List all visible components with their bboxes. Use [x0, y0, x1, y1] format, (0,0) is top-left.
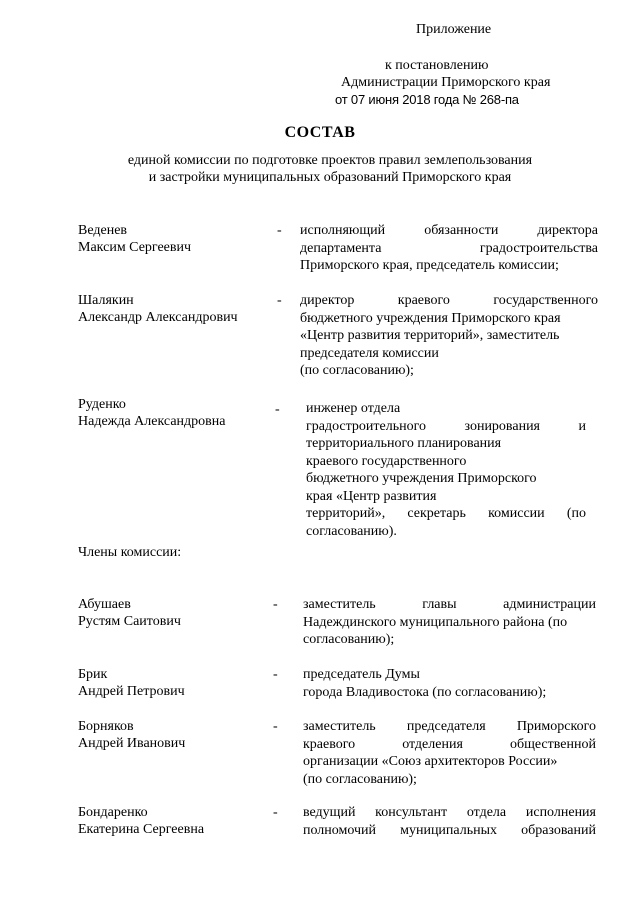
word: заместитель	[303, 597, 376, 612]
position-line	[303, 822, 596, 840]
entry-dash: -	[277, 223, 282, 238]
subtitle-line-2: и застройки муниципальных образований Приморского края	[148, 170, 512, 185]
word: консультант	[375, 805, 448, 820]
entry-dash: -	[273, 805, 278, 820]
member-name	[78, 596, 278, 630]
word: исполнения	[525, 805, 596, 820]
member-name	[78, 804, 278, 838]
word: обязанности	[424, 223, 499, 238]
word: отдела	[466, 805, 507, 820]
subtitle-line-1: единой комиссии по подготовке проектов правил землепользования	[127, 153, 533, 168]
word: краевого	[397, 293, 450, 308]
word: директора	[537, 223, 598, 238]
member-name	[78, 718, 278, 752]
word: (по	[566, 506, 586, 521]
member-given-name: Екатерина Сергеевна	[78, 822, 205, 837]
position-line: «Центр развития территорий», заместитель	[300, 328, 560, 343]
entry-dash: -	[273, 597, 278, 612]
word: и	[578, 418, 586, 434]
member-surname: Веденев	[78, 223, 128, 238]
member-surname: Абушаев	[78, 597, 131, 612]
member-position	[303, 804, 596, 839]
appendix-title: Приложение	[416, 22, 492, 37]
position-line	[303, 718, 596, 736]
member-position	[303, 596, 596, 649]
member-position	[300, 292, 598, 380]
entry-dash: -	[273, 667, 278, 682]
member-position	[303, 666, 596, 701]
position-line: председатель Думы	[303, 667, 420, 682]
position-line: бюджетного учреждения Приморского края	[300, 310, 561, 326]
word: градостроительства	[479, 240, 598, 256]
member-surname: Бондаренко	[78, 805, 148, 820]
position-line: Приморского края, председатель комиссии;	[300, 258, 559, 273]
position-line	[306, 418, 586, 436]
position-line: бюджетного учреждения Приморского	[306, 471, 537, 486]
member-given-name: Александр Александрович	[78, 310, 238, 325]
member-surname: Борняков	[78, 719, 134, 734]
word: краевого	[303, 736, 356, 752]
word: образований	[521, 822, 596, 838]
word: полномочий	[303, 822, 377, 838]
appendix-line-1: к постановлению	[385, 58, 489, 73]
position-line: города Владивостока (по согласованию);	[303, 684, 547, 700]
word: Приморского	[516, 719, 596, 734]
word: секретарь	[407, 506, 466, 521]
member-given-name: Андрей Иванович	[78, 736, 186, 751]
position-line: Надеждинского муниципального района (по	[303, 614, 568, 630]
word: департамента	[300, 240, 382, 256]
position-line: территориального планирования	[306, 436, 502, 451]
member-given-name: Максим Сергеевич	[78, 240, 192, 255]
word: отделения	[402, 736, 463, 752]
appendix-line-2: Администрации Приморского края	[341, 75, 551, 90]
member-surname: Брик	[78, 667, 108, 682]
word: градостроительного	[306, 418, 427, 434]
member-given-name: Рустям Саитович	[78, 614, 181, 629]
word: ведущий	[303, 805, 356, 820]
position-line	[303, 804, 596, 822]
document-subtitle	[100, 152, 560, 186]
member-name	[78, 666, 278, 700]
word: комиссии	[488, 506, 545, 521]
position-line: инженер отдела	[306, 401, 401, 416]
word: муниципальных	[400, 822, 498, 838]
word: государственного	[493, 293, 598, 308]
document-title: СОСТАВ	[284, 124, 356, 141]
word: администрации	[503, 597, 596, 612]
member-name	[78, 222, 278, 256]
position-line: (по согласованию);	[300, 363, 414, 378]
member-given-name: Надежда Александровна	[78, 414, 226, 429]
position-line	[303, 736, 596, 754]
word: общественной	[509, 736, 596, 752]
word: директор	[300, 293, 355, 308]
appendix-line-3: от 07 июня 2018 года № 268-па	[335, 92, 519, 107]
member-given-name: Андрей Петрович	[78, 684, 185, 699]
position-line: организации «Союз архитекторов России»	[303, 754, 558, 769]
entry-dash: -	[273, 719, 278, 734]
member-position	[303, 718, 596, 788]
member-surname: Шалякин	[78, 293, 134, 308]
member-surname: Руденко	[78, 397, 126, 412]
position-line	[300, 292, 598, 310]
appendix-reference	[335, 57, 625, 108]
word: зонирования	[464, 418, 540, 434]
member-position	[306, 400, 586, 540]
word: главы	[422, 597, 457, 612]
entry-dash: -	[275, 402, 280, 417]
members-label: Члены комиссии:	[78, 545, 182, 560]
entry-dash: -	[277, 293, 282, 308]
word: председателя	[406, 719, 486, 734]
position-line	[300, 240, 598, 258]
member-position	[300, 222, 598, 275]
position-line	[303, 596, 596, 614]
position-line	[306, 505, 586, 523]
member-name	[78, 292, 278, 326]
position-line: (по согласованию);	[303, 771, 417, 787]
position-line	[300, 222, 598, 240]
word: заместитель	[303, 719, 376, 734]
position-line: согласованию);	[303, 632, 395, 647]
member-name	[78, 396, 278, 430]
word: территорий»,	[306, 506, 386, 521]
position-line: председателя комиссии	[300, 345, 439, 361]
position-line: края «Центр развития	[306, 488, 437, 504]
word: исполняющий	[300, 223, 386, 238]
position-line: согласованию).	[306, 523, 397, 539]
position-line: краевого государственного	[306, 453, 467, 469]
